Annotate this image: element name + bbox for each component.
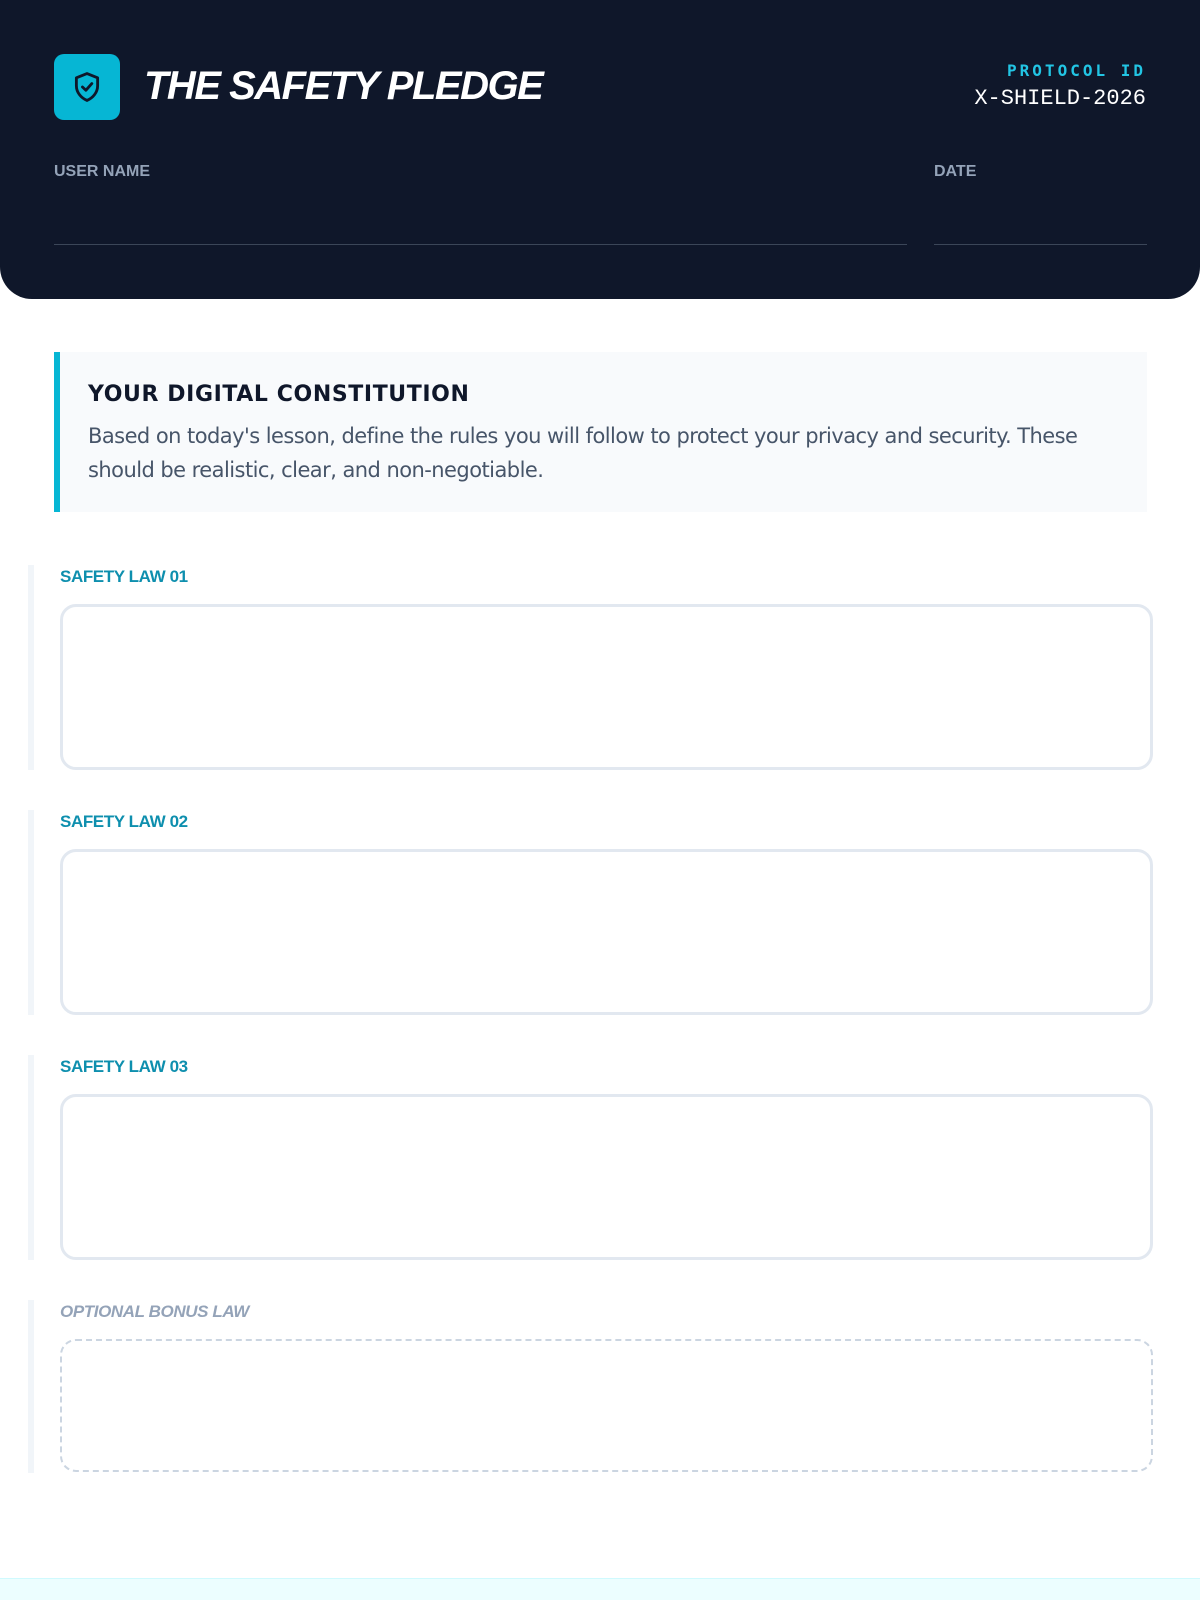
safety-law-01-label: SAFETY LAW 01 <box>60 567 188 586</box>
footer-band <box>0 1578 1200 1600</box>
user-name-field[interactable] <box>54 189 907 245</box>
safety-law-03 <box>28 1055 1148 1260</box>
protocol-id-label: PROTOCOL ID <box>1007 61 1146 80</box>
date-field[interactable] <box>934 189 1147 245</box>
safety-law-01-input[interactable] <box>60 604 1153 770</box>
bonus-law <box>28 1300 1148 1473</box>
intro-card <box>54 352 1147 512</box>
safety-law-01 <box>28 565 1148 770</box>
pledge-header <box>0 0 1200 299</box>
logo-badge <box>54 54 120 120</box>
safety-law-02-label: SAFETY LAW 02 <box>60 812 188 831</box>
bonus-law-label: OPTIONAL BONUS LAW <box>60 1302 249 1321</box>
safety-law-02-input[interactable] <box>60 849 1153 1015</box>
page-title: THE SAFETY PLEDGE <box>144 64 543 108</box>
safety-law-03-input[interactable] <box>60 1094 1153 1260</box>
date-label: DATE <box>934 163 977 180</box>
shield-check-icon <box>70 70 104 104</box>
safety-law-03-label: SAFETY LAW 03 <box>60 1057 188 1076</box>
safety-law-02 <box>28 810 1148 1015</box>
bonus-law-input[interactable] <box>60 1339 1153 1472</box>
intro-text: Based on today's lesson, define the rules you will follow to protect your privacy and security. These should be realistic, clear, and non-negotiable. <box>88 424 1078 482</box>
user-name-label: USER NAME <box>54 163 151 180</box>
protocol-id-value: X-SHIELD-2026 <box>974 86 1146 111</box>
intro-title: YOUR DIGITAL CONSTITUTION <box>88 382 470 407</box>
